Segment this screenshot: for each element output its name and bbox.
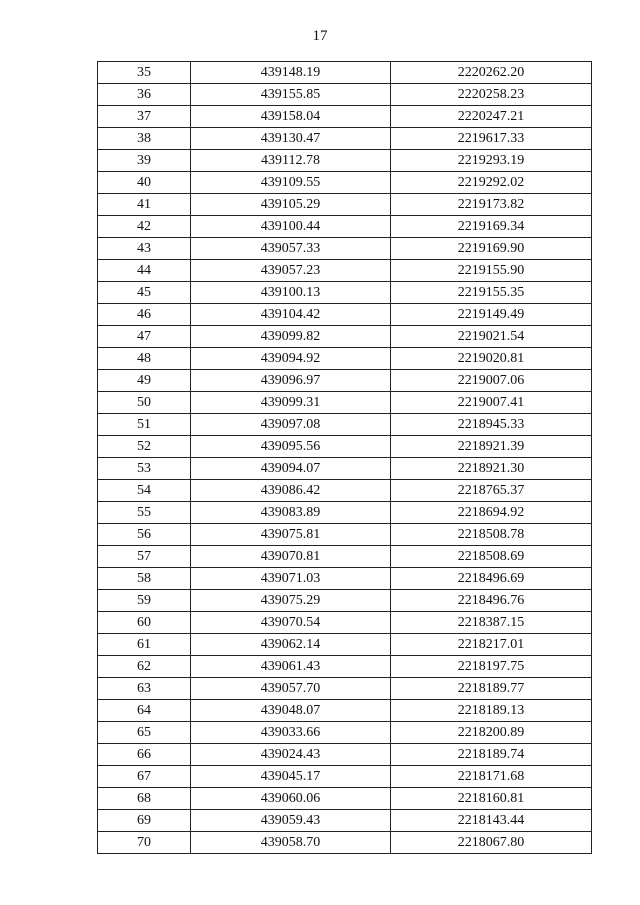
point-number-cell: 70 [98, 832, 191, 854]
table-row [98, 634, 592, 656]
table-row [98, 700, 592, 722]
table-row [98, 326, 592, 348]
y-coordinate-cell: 2219169.34 [391, 216, 592, 238]
table-row [98, 436, 592, 458]
x-coordinate-cell: 439158.04 [191, 106, 391, 128]
point-number-cell: 37 [98, 106, 191, 128]
x-coordinate-cell: 439105.29 [191, 194, 391, 216]
point-number-cell: 58 [98, 568, 191, 590]
point-number-cell: 36 [98, 84, 191, 106]
y-coordinate-cell: 2220258.23 [391, 84, 592, 106]
table-row [98, 502, 592, 524]
x-coordinate-cell: 439148.19 [191, 62, 391, 84]
y-coordinate-cell: 2218387.15 [391, 612, 592, 634]
point-number-cell: 59 [98, 590, 191, 612]
point-number-cell: 49 [98, 370, 191, 392]
table-row [98, 194, 592, 216]
y-coordinate-cell: 2220247.21 [391, 106, 592, 128]
x-coordinate-cell: 439058.70 [191, 832, 391, 854]
point-number-cell: 41 [98, 194, 191, 216]
y-coordinate-cell: 2218067.80 [391, 832, 592, 854]
table-row [98, 524, 592, 546]
y-coordinate-cell: 2219169.90 [391, 238, 592, 260]
table-row [98, 590, 592, 612]
x-coordinate-cell: 439075.29 [191, 590, 391, 612]
table-row [98, 458, 592, 480]
y-coordinate-cell: 2218217.01 [391, 634, 592, 656]
x-coordinate-cell: 439045.17 [191, 766, 391, 788]
table-row [98, 282, 592, 304]
y-coordinate-cell: 2218143.44 [391, 810, 592, 832]
x-coordinate-cell: 439099.82 [191, 326, 391, 348]
table-row [98, 546, 592, 568]
point-number-cell: 62 [98, 656, 191, 678]
y-coordinate-cell: 2218171.68 [391, 766, 592, 788]
table-row [98, 656, 592, 678]
table-row [98, 788, 592, 810]
y-coordinate-cell: 2218189.13 [391, 700, 592, 722]
point-number-cell: 46 [98, 304, 191, 326]
table-row [98, 150, 592, 172]
y-coordinate-cell: 2218496.69 [391, 568, 592, 590]
x-coordinate-cell: 439070.81 [191, 546, 391, 568]
table-row [98, 612, 592, 634]
x-coordinate-cell: 439033.66 [191, 722, 391, 744]
point-number-cell: 60 [98, 612, 191, 634]
table-row [98, 744, 592, 766]
point-number-cell: 66 [98, 744, 191, 766]
y-coordinate-cell: 2218189.74 [391, 744, 592, 766]
x-coordinate-cell: 439083.89 [191, 502, 391, 524]
y-coordinate-cell: 2219149.49 [391, 304, 592, 326]
table-row [98, 172, 592, 194]
x-coordinate-cell: 439094.07 [191, 458, 391, 480]
x-coordinate-cell: 439112.78 [191, 150, 391, 172]
point-number-cell: 56 [98, 524, 191, 546]
x-coordinate-cell: 439104.42 [191, 304, 391, 326]
x-coordinate-cell: 439059.43 [191, 810, 391, 832]
y-coordinate-cell: 2218160.81 [391, 788, 592, 810]
y-coordinate-cell: 2218921.39 [391, 436, 592, 458]
x-coordinate-cell: 439155.85 [191, 84, 391, 106]
table-row [98, 766, 592, 788]
x-coordinate-cell: 439070.54 [191, 612, 391, 634]
y-coordinate-cell: 2218200.89 [391, 722, 592, 744]
point-number-cell: 45 [98, 282, 191, 304]
table-row [98, 832, 592, 854]
y-coordinate-cell: 2219007.41 [391, 392, 592, 414]
x-coordinate-cell: 439086.42 [191, 480, 391, 502]
table-row [98, 370, 592, 392]
y-coordinate-cell: 2218694.92 [391, 502, 592, 524]
table-row [98, 106, 592, 128]
y-coordinate-cell: 2219293.19 [391, 150, 592, 172]
page-number: 17 [312, 28, 328, 44]
table-row [98, 678, 592, 700]
x-coordinate-cell: 439100.44 [191, 216, 391, 238]
x-coordinate-cell: 439024.43 [191, 744, 391, 766]
coordinates-table-body [98, 62, 592, 854]
point-number-cell: 53 [98, 458, 191, 480]
point-number-cell: 52 [98, 436, 191, 458]
y-coordinate-cell: 2219021.54 [391, 326, 592, 348]
point-number-cell: 35 [98, 62, 191, 84]
point-number-cell: 64 [98, 700, 191, 722]
point-number-cell: 43 [98, 238, 191, 260]
x-coordinate-cell: 439099.31 [191, 392, 391, 414]
point-number-cell: 39 [98, 150, 191, 172]
table-row [98, 722, 592, 744]
x-coordinate-cell: 439060.06 [191, 788, 391, 810]
table-row [98, 392, 592, 414]
point-number-cell: 40 [98, 172, 191, 194]
y-coordinate-cell: 2218921.30 [391, 458, 592, 480]
point-number-cell: 67 [98, 766, 191, 788]
y-coordinate-cell: 2220262.20 [391, 62, 592, 84]
point-number-cell: 68 [98, 788, 191, 810]
table-row [98, 480, 592, 502]
y-coordinate-cell: 2219173.82 [391, 194, 592, 216]
x-coordinate-cell: 439096.97 [191, 370, 391, 392]
table-row [98, 304, 592, 326]
point-number-cell: 61 [98, 634, 191, 656]
y-coordinate-cell: 2219292.02 [391, 172, 592, 194]
x-coordinate-cell: 439095.56 [191, 436, 391, 458]
point-number-cell: 57 [98, 546, 191, 568]
point-number-cell: 48 [98, 348, 191, 370]
point-number-cell: 44 [98, 260, 191, 282]
point-number-cell: 51 [98, 414, 191, 436]
y-coordinate-cell: 2219155.35 [391, 282, 592, 304]
coordinates-table [97, 61, 592, 854]
x-coordinate-cell: 439097.08 [191, 414, 391, 436]
x-coordinate-cell: 439075.81 [191, 524, 391, 546]
y-coordinate-cell: 2218508.78 [391, 524, 592, 546]
x-coordinate-cell: 439109.55 [191, 172, 391, 194]
point-number-cell: 54 [98, 480, 191, 502]
x-coordinate-cell: 439094.92 [191, 348, 391, 370]
table-row [98, 568, 592, 590]
point-number-cell: 42 [98, 216, 191, 238]
point-number-cell: 63 [98, 678, 191, 700]
table-row [98, 84, 592, 106]
point-number-cell: 47 [98, 326, 191, 348]
y-coordinate-cell: 2219007.06 [391, 370, 592, 392]
table-row [98, 128, 592, 150]
table-row [98, 238, 592, 260]
y-coordinate-cell: 2219617.33 [391, 128, 592, 150]
table-row [98, 810, 592, 832]
x-coordinate-cell: 439062.14 [191, 634, 391, 656]
x-coordinate-cell: 439061.43 [191, 656, 391, 678]
y-coordinate-cell: 2218189.77 [391, 678, 592, 700]
x-coordinate-cell: 439057.23 [191, 260, 391, 282]
y-coordinate-cell: 2219020.81 [391, 348, 592, 370]
y-coordinate-cell: 2218197.75 [391, 656, 592, 678]
point-number-cell: 55 [98, 502, 191, 524]
y-coordinate-cell: 2218508.69 [391, 546, 592, 568]
y-coordinate-cell: 2219155.90 [391, 260, 592, 282]
table-row [98, 260, 592, 282]
point-number-cell: 65 [98, 722, 191, 744]
point-number-cell: 50 [98, 392, 191, 414]
x-coordinate-cell: 439048.07 [191, 700, 391, 722]
table-row [98, 414, 592, 436]
table-row [98, 62, 592, 84]
x-coordinate-cell: 439057.70 [191, 678, 391, 700]
point-number-cell: 69 [98, 810, 191, 832]
x-coordinate-cell: 439100.13 [191, 282, 391, 304]
y-coordinate-cell: 2218945.33 [391, 414, 592, 436]
x-coordinate-cell: 439130.47 [191, 128, 391, 150]
x-coordinate-cell: 439071.03 [191, 568, 391, 590]
point-number-cell: 38 [98, 128, 191, 150]
y-coordinate-cell: 2218496.76 [391, 590, 592, 612]
table-row [98, 216, 592, 238]
table-row [98, 348, 592, 370]
x-coordinate-cell: 439057.33 [191, 238, 391, 260]
y-coordinate-cell: 2218765.37 [391, 480, 592, 502]
